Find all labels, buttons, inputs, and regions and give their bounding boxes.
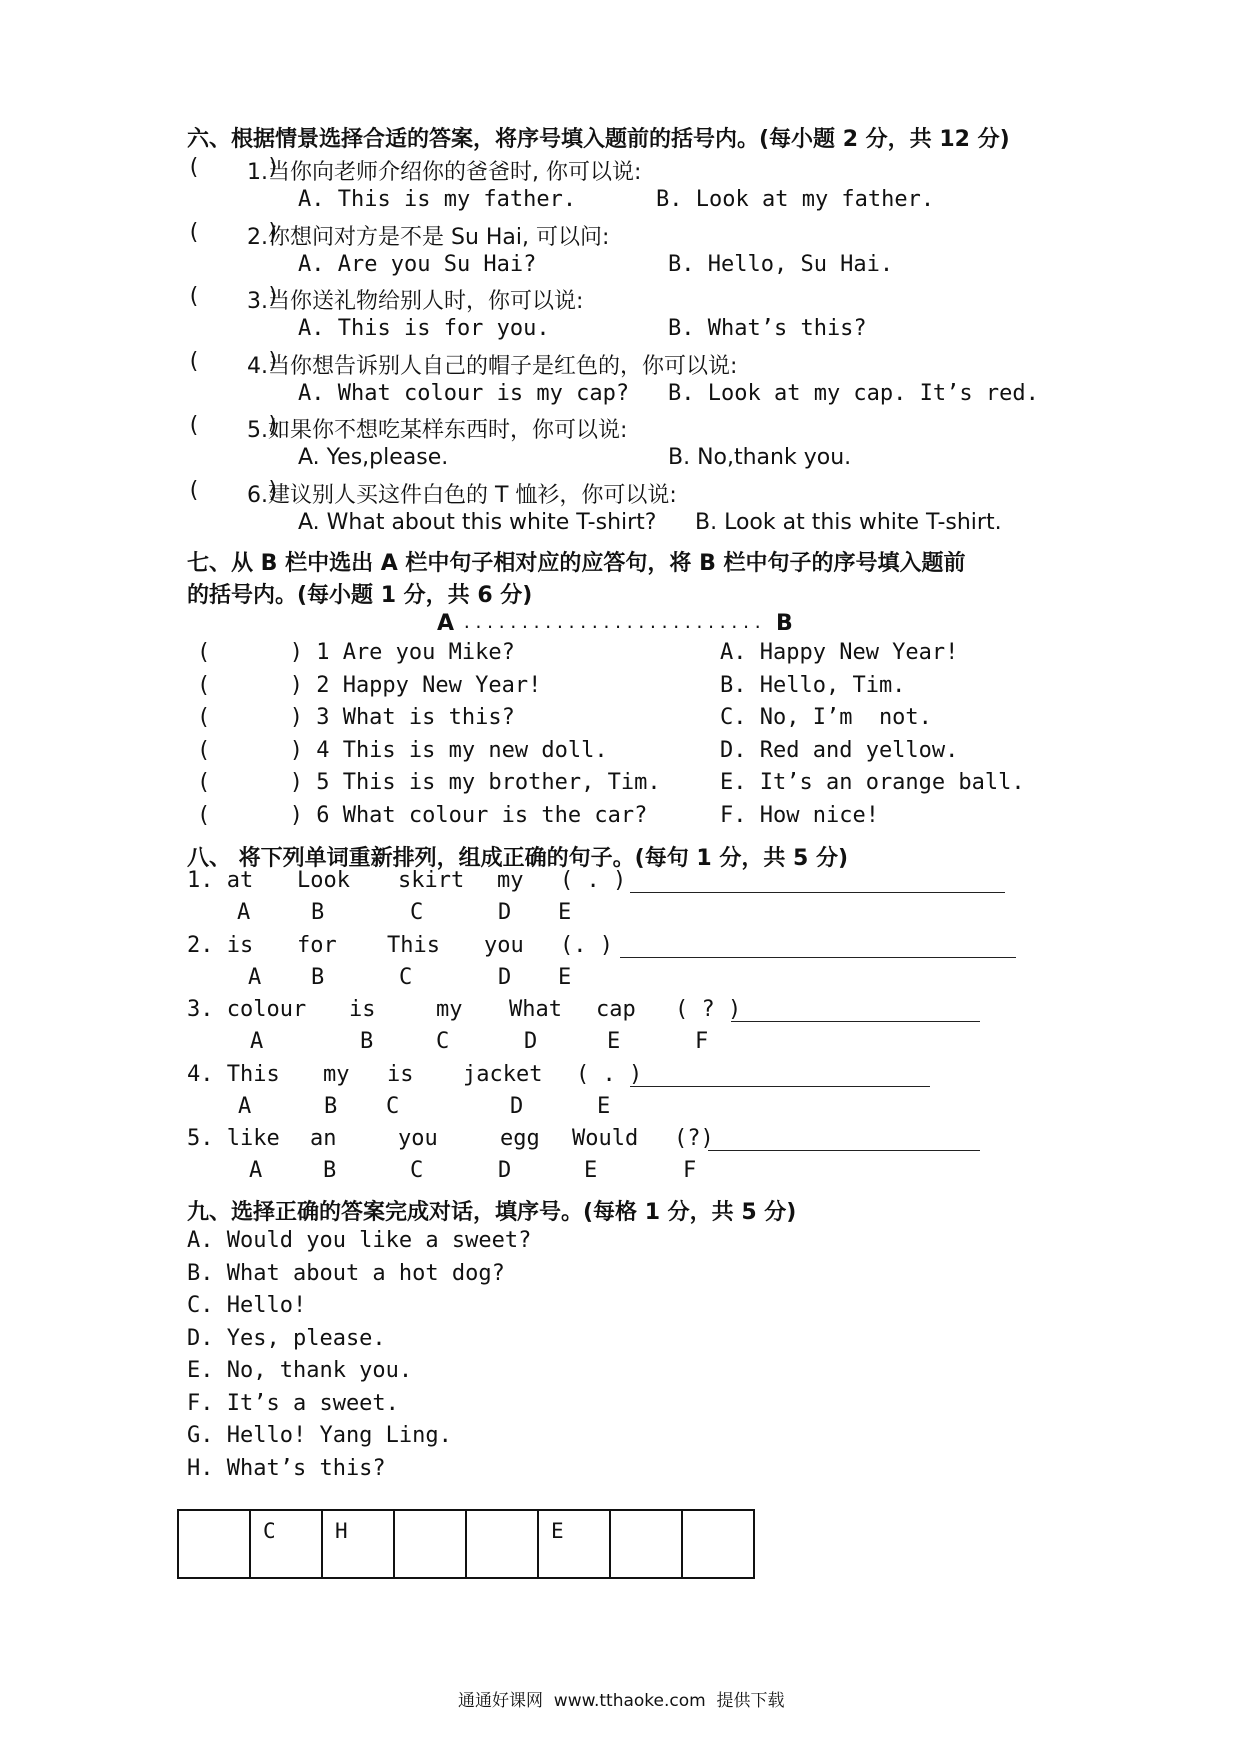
word-letter: D [498, 1158, 512, 1183]
word-letter: D [498, 964, 512, 990]
option-b: B. Look at my cap. It’s red. [668, 380, 1039, 406]
answer-cell[interactable] [322, 1510, 394, 1578]
answer-grid [177, 1509, 755, 1579]
scrambled-word: (. ) [560, 932, 613, 958]
word-letter: E [597, 1093, 611, 1119]
scrambled-word: skirt [398, 868, 465, 893]
option-b: B. What’s this? [668, 316, 867, 341]
word-letter: F [683, 1158, 697, 1183]
scrambled-word: Look [297, 868, 350, 893]
word-letter: A [250, 1029, 264, 1054]
word-letter: E [584, 1158, 598, 1183]
column-a-label: A [437, 611, 455, 636]
dialogue-option: C. Hello! [187, 1293, 307, 1318]
scrambled-word: 3. colour [187, 997, 307, 1022]
match-answer: A. Happy New Year! [720, 640, 959, 665]
answer-cell-value: E [551, 1519, 564, 1543]
answer-cell-value [179, 1511, 249, 1519]
answer-cell[interactable] [394, 1510, 466, 1578]
scrambled-word: 4. This [187, 1061, 280, 1087]
match-question: ( ) 5 This is my brother, Tim. [197, 770, 661, 795]
scrambled-word: 1. at [187, 868, 254, 893]
scrambled-word: is [349, 997, 376, 1022]
word-letter: B [323, 1158, 337, 1183]
section7-heading-line1: 七、从 B 栏中选出 A 栏中句子相对应的应答句，将 B 栏中句子的序号填入题前 [187, 551, 966, 576]
scrambled-word: 5. like [187, 1126, 280, 1151]
word-letter: A [238, 1093, 252, 1119]
option-b: B. No,thank you. [668, 445, 852, 470]
answer-cell[interactable] [538, 1510, 610, 1578]
word-letter: D [524, 1029, 538, 1054]
dialogue-option: E. No, thank you. [187, 1358, 413, 1383]
scrambled-word: an [310, 1126, 337, 1151]
option-a: A. This is for you. [298, 316, 550, 341]
word-letter: A [249, 1158, 263, 1183]
question-bracket: ( ) [187, 219, 280, 245]
answer-cell-value [467, 1511, 537, 1519]
dialogue-option: A. Would you like a sweet? [187, 1228, 532, 1253]
match-answer: B. Hello, Tim. [720, 672, 906, 698]
answer-line[interactable] [708, 1150, 980, 1151]
word-letter: E [607, 1029, 621, 1054]
dialogue-option: D. Yes, please. [187, 1325, 386, 1351]
option-a: A. What colour is my cap? [298, 380, 630, 406]
match-answer: E. It’s an orange ball. [720, 770, 1025, 795]
scrambled-word: my [436, 997, 463, 1022]
scrambled-word: for [297, 932, 337, 958]
question-text: 6.建议别人买这件白色的 T 恤衫，你可以说: [247, 482, 677, 508]
scrambled-word: jacket [463, 1061, 543, 1087]
scrambled-word: Would [572, 1126, 639, 1151]
answer-cell-value: H [335, 1519, 348, 1543]
question-text: 1.当你向老师介绍你的爸爸时, 你可以说: [247, 160, 642, 185]
word-letter: C [386, 1093, 400, 1119]
scrambled-word: This [387, 932, 440, 958]
option-a: A. Yes,please. [298, 445, 449, 470]
scrambled-word: you [484, 932, 524, 958]
match-question: ( ) 1 Are you Mike? [197, 640, 515, 665]
scrambled-word: cap [596, 997, 636, 1022]
question-bracket: ( ) [187, 477, 280, 503]
answer-cell-value: C [263, 1519, 276, 1543]
dialogue-option: G. Hello! Yang Ling. [187, 1423, 452, 1448]
word-letter: B [360, 1029, 374, 1054]
answer-line[interactable] [630, 1086, 930, 1087]
answer-line[interactable] [630, 892, 1005, 893]
match-question: ( ) 4 This is my new doll. [197, 737, 608, 763]
word-letter: D [510, 1093, 524, 1119]
scrambled-word: egg [500, 1126, 540, 1151]
question-bracket: ( ) [187, 155, 280, 180]
word-letter: C [410, 1158, 424, 1183]
match-question: ( ) 2 Happy New Year! [197, 672, 542, 698]
scrambled-word: ( . ) [560, 868, 627, 893]
scrambled-word: my [497, 868, 524, 893]
option-b: B. Look at this white T-shirt. [695, 509, 1002, 535]
word-letter: C [410, 900, 424, 925]
answer-cell-value [395, 1511, 465, 1519]
option-a: A. This is my father. [298, 187, 577, 212]
scrambled-word: ( . ) [576, 1061, 643, 1087]
answer-cell[interactable] [610, 1510, 682, 1578]
question-bracket: ( ) [187, 413, 280, 438]
word-letter: A [248, 964, 262, 990]
word-letter: A [237, 900, 251, 925]
scrambled-word: ( ? ) [675, 997, 742, 1022]
scrambled-word: you [398, 1126, 438, 1151]
match-question: ( ) 6 What colour is the car? [197, 802, 648, 828]
question-text: 2.你想问对方是不是 Su Hai, 可以问: [247, 224, 610, 250]
word-letter: D [498, 900, 512, 925]
dialogue-option: H. What’s this? [187, 1455, 386, 1481]
word-letter: C [436, 1029, 450, 1054]
option-a: A. Are you Su Hai? [298, 251, 537, 277]
footer-text: 通通好课网 www.tthaoke.com 提供下载 [458, 1691, 785, 1711]
word-letter: F [695, 1029, 709, 1054]
column-b-label: B [776, 611, 793, 636]
answer-cell[interactable] [250, 1510, 322, 1578]
section9-heading: 九、选择正确的答案完成对话，填序号。(每格 1 分，共 5 分) [187, 1200, 797, 1225]
answer-line[interactable] [620, 957, 1016, 958]
word-letter: B [311, 964, 325, 990]
column-dots: .......................... [462, 613, 765, 632]
question-bracket: ( ) [187, 284, 280, 309]
scrambled-word: is [387, 1061, 414, 1087]
scrambled-word: 2. is [187, 932, 254, 958]
match-answer: D. Red and yellow. [720, 737, 959, 763]
question-bracket: ( ) [187, 348, 280, 374]
word-letter: B [311, 900, 325, 925]
section6-heading: 六、根据情景选择合适的答案，将序号填入题前的括号内。(每小题 2 分，共 12 分) [187, 127, 1010, 152]
scrambled-word: What [509, 997, 562, 1022]
word-letter: C [399, 964, 413, 990]
question-text: 5.如果你不想吃某样东西时，你可以说: [247, 418, 628, 443]
word-letter: E [558, 900, 572, 925]
option-b: B. Hello, Su Hai. [668, 251, 894, 277]
dialogue-option: F. It’s a sweet. [187, 1390, 399, 1416]
answer-cell[interactable] [466, 1510, 538, 1578]
answer-cell[interactable] [178, 1510, 250, 1578]
answer-cell-value [683, 1511, 753, 1519]
answer-line[interactable] [731, 1021, 980, 1022]
match-answer: F. How nice! [720, 802, 879, 828]
question-text: 4.当你想告诉别人自己的帽子是红色的，你可以说: [247, 353, 738, 379]
section8-heading: 八、 将下列单词重新排列，组成正确的句子。(每句 1 分，共 5 分) [187, 846, 849, 871]
dialogue-option: B. What about a hot dog? [187, 1260, 505, 1286]
option-a: A. What about this white T-shirt? [298, 509, 657, 535]
match-question: ( ) 3 What is this? [197, 705, 515, 730]
word-letter: B [324, 1093, 338, 1119]
section7-heading-line2: 的括号内。(每小题 1 分，共 6 分) [187, 583, 533, 608]
match-answer: C. No, I’m not. [720, 705, 932, 730]
answer-cell[interactable] [682, 1510, 754, 1578]
scrambled-word: (?) [674, 1126, 714, 1151]
word-letter: E [558, 964, 572, 990]
scrambled-word: my [323, 1061, 350, 1087]
answer-cell-value [611, 1511, 681, 1519]
question-text: 3.当你送礼物给别人时，你可以说: [247, 289, 584, 314]
option-b: B. Look at my father. [656, 187, 935, 212]
